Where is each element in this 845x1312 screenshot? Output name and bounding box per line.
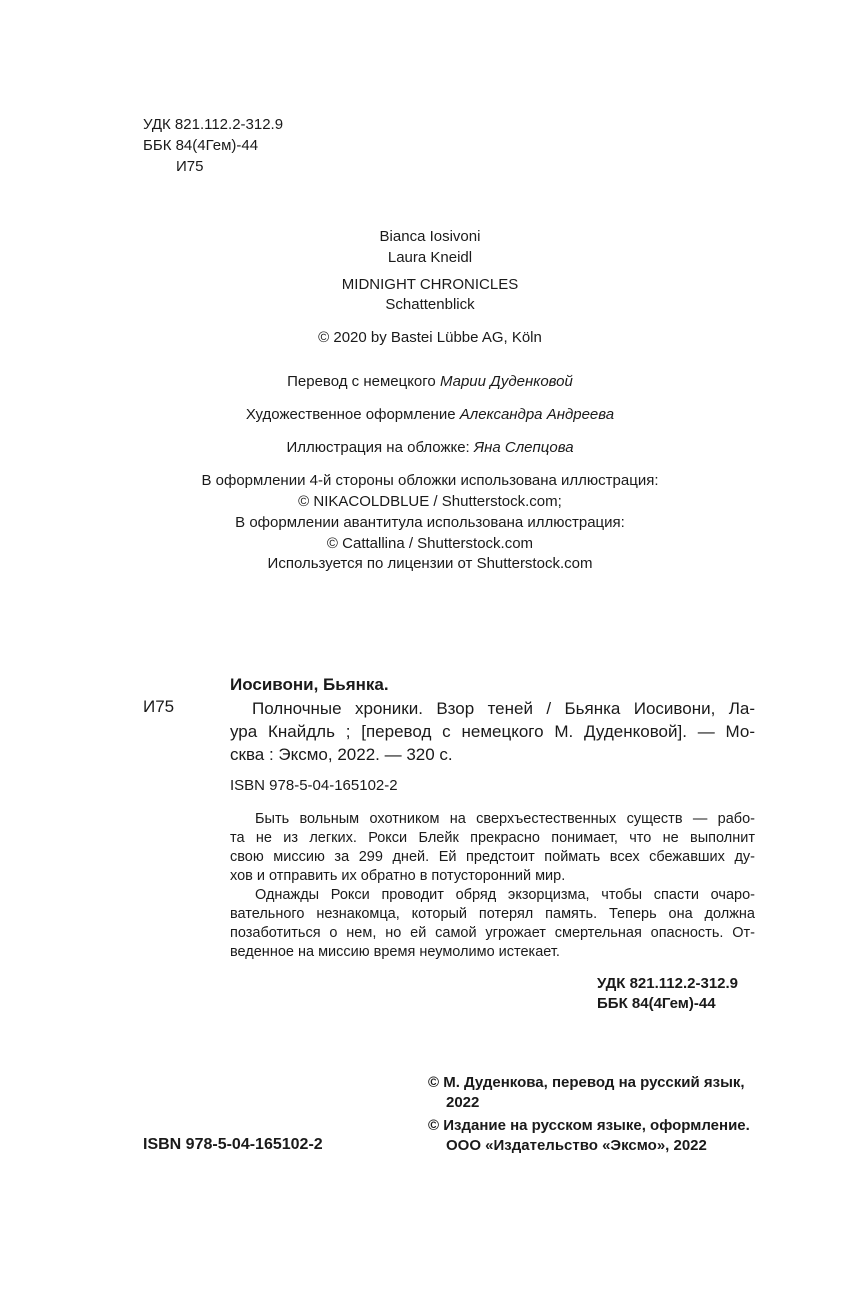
translation-credit: [130, 371, 730, 392]
design-label: Художественное оформление: [245, 406, 456, 423]
annotation-line: Быть вольным охотником на сверхъестественных существ — рабо-: [255, 811, 755, 827]
catalog-bbk: ББК 84(4Гем)-44: [597, 995, 716, 1012]
translation-label: Перевод с немецкого: [287, 373, 436, 390]
top-bbk: ББК 84(4Гем)-44: [143, 137, 259, 154]
annotation-line: Однажды Рокси проводит обряд экзорцизма, чтобы спасти очаро-: [255, 887, 755, 903]
design-credit: [130, 404, 730, 425]
translation-copyright: © М. Дуденкова, перевод на русский язык,: [428, 1074, 745, 1091]
translator-name: Марии Дуденковой: [439, 373, 573, 390]
illustration-note: © NIKACOLDBLUE / Shutterstock.com;: [298, 493, 562, 510]
illustration-note: В оформлении 4-й стороны обложки использована иллюстрация:: [201, 472, 659, 489]
catalog-isbn: ISBN 978-5-04-165102-2: [230, 777, 398, 794]
catalog-udk: УДК 821.112.2-312.9: [597, 975, 739, 992]
cover-credit: [130, 437, 730, 458]
original-series: MIDNIGHT CHRONICLES: [341, 276, 519, 293]
annotation-line: вательного незнакомца, который потерял память. Теперь она должна: [230, 906, 755, 922]
top-udk: УДК 821.112.2-312.9: [143, 116, 284, 133]
publisher-copyright: ООО «Издательство «Эксмо», 2022: [446, 1137, 707, 1154]
original-copyright: © 2020 by Bastei Lübbe AG, Köln: [318, 329, 542, 346]
original-author-2: Laura Kneidl: [387, 249, 473, 266]
designer-name: Александра Андреева: [459, 406, 615, 423]
cover-label: Иллюстрация на обложке:: [286, 439, 470, 456]
translation-copyright-year: 2022: [446, 1094, 480, 1111]
annotation: [230, 810, 755, 962]
illustration-note: © Cattallina / Shutterstock.com: [326, 535, 534, 552]
entry-line: ура Кнайдль ; [перевод с немецкого М. Дуденковой]. — Мо-: [230, 722, 755, 741]
cover-artist-name: Яна Слепцова: [473, 439, 574, 456]
annotation-line: та не из легких. Рокси Блейк прекрасно понимает, что не выполнит: [230, 830, 755, 846]
annotation-line: свою миссию за 299 дней. Ей предстоит поймать всех сбежавших ду-: [230, 849, 755, 865]
license-note: Используется по лицензии от Shutterstock.com: [267, 555, 593, 572]
annotation-line: позаботиться о нем, но ей самой угрожает смертельная опасность. От-: [230, 925, 755, 941]
footer-isbn: ISBN 978-5-04-165102-2: [143, 1136, 323, 1153]
annotation-line: хов и отправить их обратно в потусторонний мир.: [230, 868, 566, 884]
entry-line: Полночные хроники. Взор теней / Бьянка Иосивони, Ла-: [252, 699, 755, 718]
original-title: Schattenblick: [385, 296, 475, 313]
edition-copyright: © Издание на русском языке, оформление.: [428, 1117, 750, 1134]
annotation-line: веденное на миссию время неумолимо истекает.: [230, 944, 560, 960]
original-author-1: Bianca Iosivoni: [379, 228, 481, 245]
illustration-note: В оформлении авантитула использована иллюстрация:: [235, 514, 625, 531]
catalog-heading: Иосивони, Бьянка.: [230, 675, 389, 694]
entry-line: сква : Эксмо, 2022. — 320 с.: [230, 745, 453, 764]
catalog-mark: И75: [143, 697, 175, 716]
catalog-entry: [230, 697, 755, 766]
top-author-mark: И75: [176, 158, 204, 175]
